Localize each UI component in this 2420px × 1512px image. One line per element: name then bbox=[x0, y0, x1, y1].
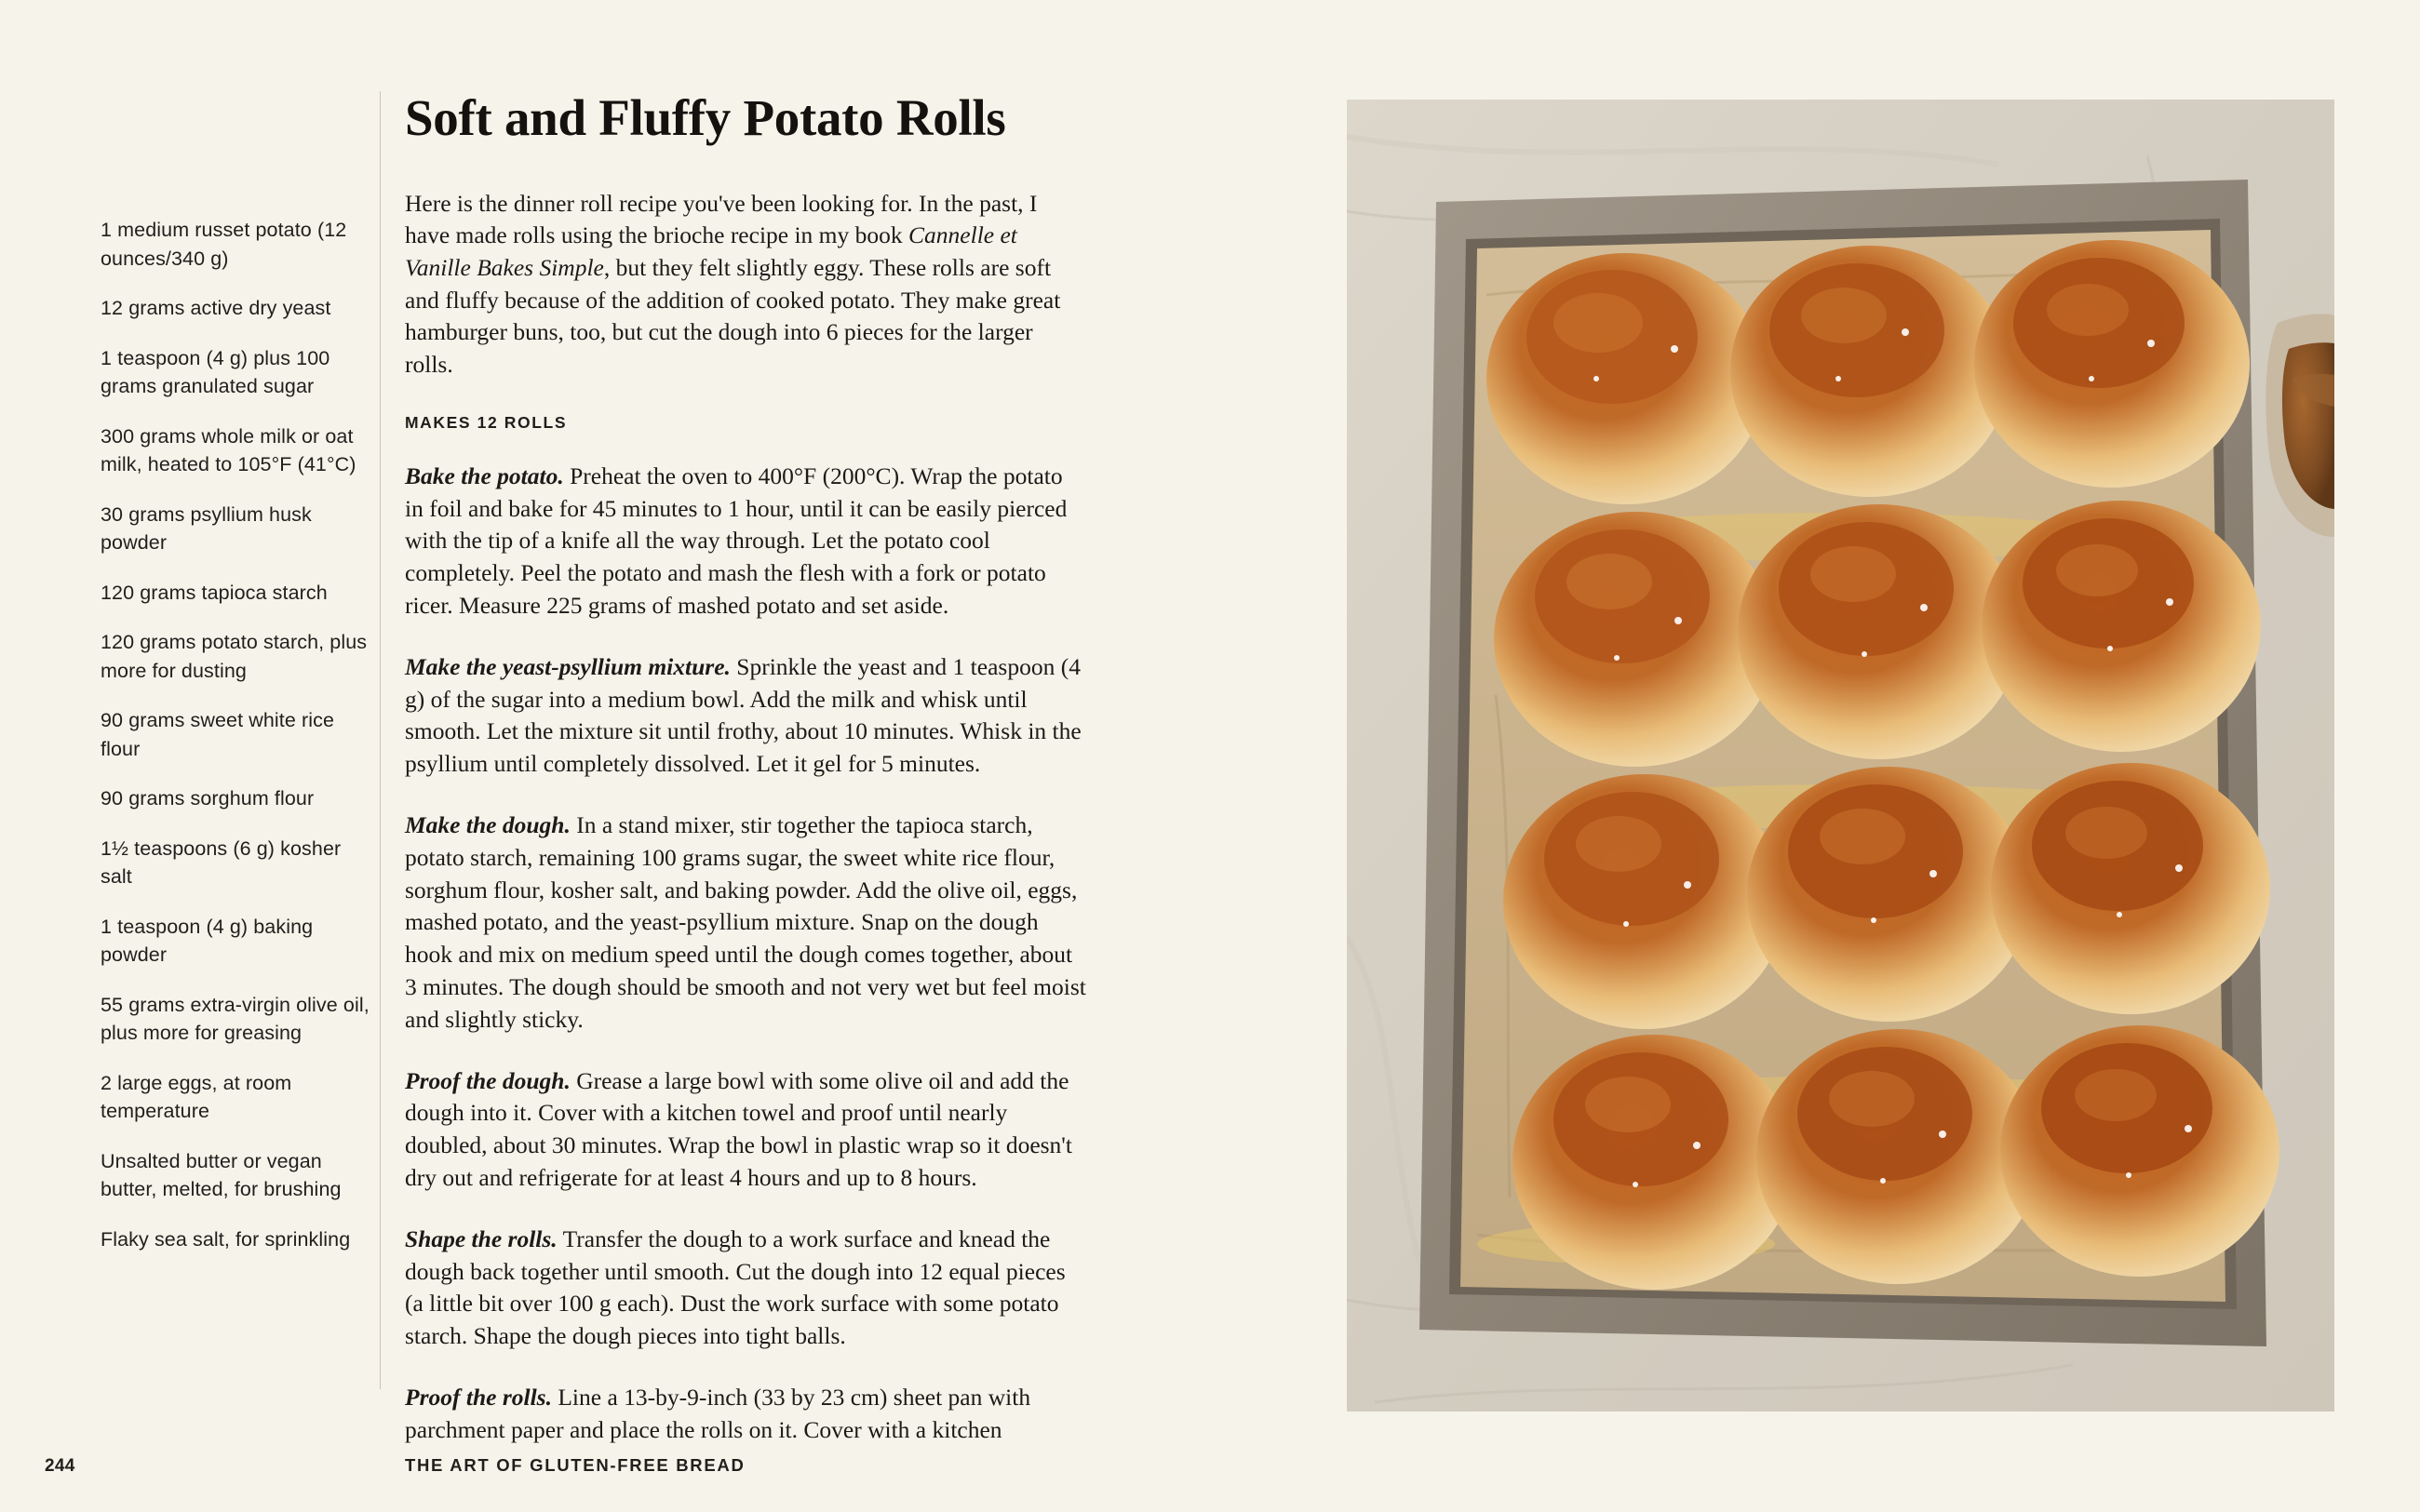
step-text: In a stand mixer, stir together the tapioca starch, potato starch, remaining 100 grams sugar, the sweet white rice flour, sorghum flour, kosher salt, and baking powder. Add the olive oil, eggs, mashed potato, and the yeast-psyllium mixture. Snap on the dough hook and mix on medium speed until the dough comes together, about 3 minutes. The dough should be smooth and not very wet but feel moist and slightly sticky. bbox=[405, 810, 1086, 1033]
intro-text-after: , but they felt slightly eggy. These rolls are soft and fluffy because of the addition of cooked potato. They make great hamburger buns, too, but cut the dough into 6 pieces for the larger rolls. bbox=[405, 254, 1061, 379]
intro-text-before: Here is the dinner roll recipe you've been looking for. In the past, I have made rolls using the brioche recipe in my book bbox=[405, 189, 1038, 249]
step-text: Line a 13-by-9-inch (33 by 23 cm) sheet pan with parchment paper and place the rolls on it. Cover with a kitchen bbox=[405, 1383, 1031, 1443]
ingredient-item: 12 grams active dry yeast bbox=[101, 297, 331, 320]
potato-rolls-photo-illustration bbox=[1347, 100, 2334, 1412]
recipe-step bbox=[405, 1382, 1086, 1447]
ingredient-item: 120 grams tapioca starch bbox=[101, 581, 328, 604]
referenced-book-title: Cannelle et Vanille Bakes Simple bbox=[405, 221, 1017, 282]
step-lead: Make the dough. bbox=[405, 810, 571, 838]
ingredient-item: 300 grams whole milk or oat milk, heated to 105°F (41°C) bbox=[101, 424, 356, 476]
page-number: 244 bbox=[45, 1456, 75, 1476]
recipe-step bbox=[405, 810, 1086, 1037]
ingredient-item: 1 teaspoon (4 g) baking powder bbox=[101, 915, 314, 967]
recipe-step bbox=[405, 651, 1086, 781]
ingredient-item: 120 grams potato starch, plus more for dusting bbox=[101, 631, 368, 682]
step-text: Preheat the oven to 400°F (200°C). Wrap the potato in foil and bake for 45 minutes to 1 hour, until it can be easily pierced with the tip of a knife all the way through. Let the potato cool completely. Peel the potato and mash the flesh with a fork or potato ricer. Measure 225 grams of mashed potato and set aside. bbox=[405, 462, 1068, 619]
step-lead: Bake the potato. bbox=[405, 462, 564, 489]
recipe-step bbox=[405, 1224, 1086, 1353]
step-lead: Proof the dough. bbox=[405, 1066, 571, 1094]
step-text: Sprinkle the yeast and 1 teaspoon (4 g) of the sugar into a medium bowl. Add the milk and whisk until smooth. Let the mixture sit until frothy, about 10 minutes. Whisk in the psyllium until completely dissolved. Let it gel for 5 minutes. bbox=[405, 652, 1082, 778]
yield-label: MAKES 12 ROLLS bbox=[405, 412, 568, 432]
ingredient-item: 55 grams extra-virgin olive oil, plus more for greasing bbox=[101, 993, 370, 1045]
ingredient-item: 2 large eggs, at room temperature bbox=[101, 1071, 292, 1123]
ingredient-item: 30 grams psyllium husk powder bbox=[101, 502, 312, 555]
ingredient-item: 1½ teaspoons (6 g) kosher salt bbox=[101, 836, 342, 889]
running-head: THE ART OF GLUTEN-FREE BREAD bbox=[405, 1455, 746, 1475]
step-lead: Make the yeast-psyllium mixture. bbox=[405, 652, 731, 680]
recipe-step bbox=[405, 461, 1086, 622]
recipe-body bbox=[405, 91, 1086, 1476]
ingredient-item: 90 grams sorghum flour bbox=[101, 787, 315, 810]
column-divider bbox=[380, 91, 381, 1389]
ingredient-item: 1 medium russet potato (12 ounces/340 g) bbox=[101, 219, 347, 270]
ingredient-item: Unsalted butter or vegan butter, melted, for brushing bbox=[101, 1149, 342, 1201]
ingredient-item: Flaky sea salt, for sprinkling bbox=[101, 1227, 351, 1251]
recipe-intro bbox=[405, 188, 1086, 381]
step-lead: Shape the rolls. bbox=[405, 1224, 558, 1252]
ingredients-list bbox=[101, 216, 375, 1275]
step-lead: Proof the rolls. bbox=[405, 1383, 552, 1411]
ingredient-item: 1 teaspoon (4 g) plus 100 grams granulated sugar bbox=[101, 346, 330, 398]
recipe-step bbox=[405, 1065, 1086, 1195]
ingredient-item: 90 grams sweet white rice flour bbox=[101, 709, 335, 760]
page-title: Soft and Fluffy Potato Rolls bbox=[405, 89, 1006, 146]
step-text: Grease a large bowl with some olive oil and add the dough into it. Cover with a kitchen towel and proof until nearly doubled, about 30 minutes. Wrap the bowl in plastic wrap so it doesn't dry out and refrigerate for at least 4 hours and up to 8 hours. bbox=[405, 1066, 1072, 1191]
recipe-photo bbox=[1347, 100, 2334, 1412]
step-text: Transfer the dough to a work surface and knead the dough back together until smooth. Cut the dough into 12 equal pieces (a little bit over 100 g each). Dust the work surface with some potato starch. Shape the dough pieces into tight balls. bbox=[405, 1224, 1066, 1350]
